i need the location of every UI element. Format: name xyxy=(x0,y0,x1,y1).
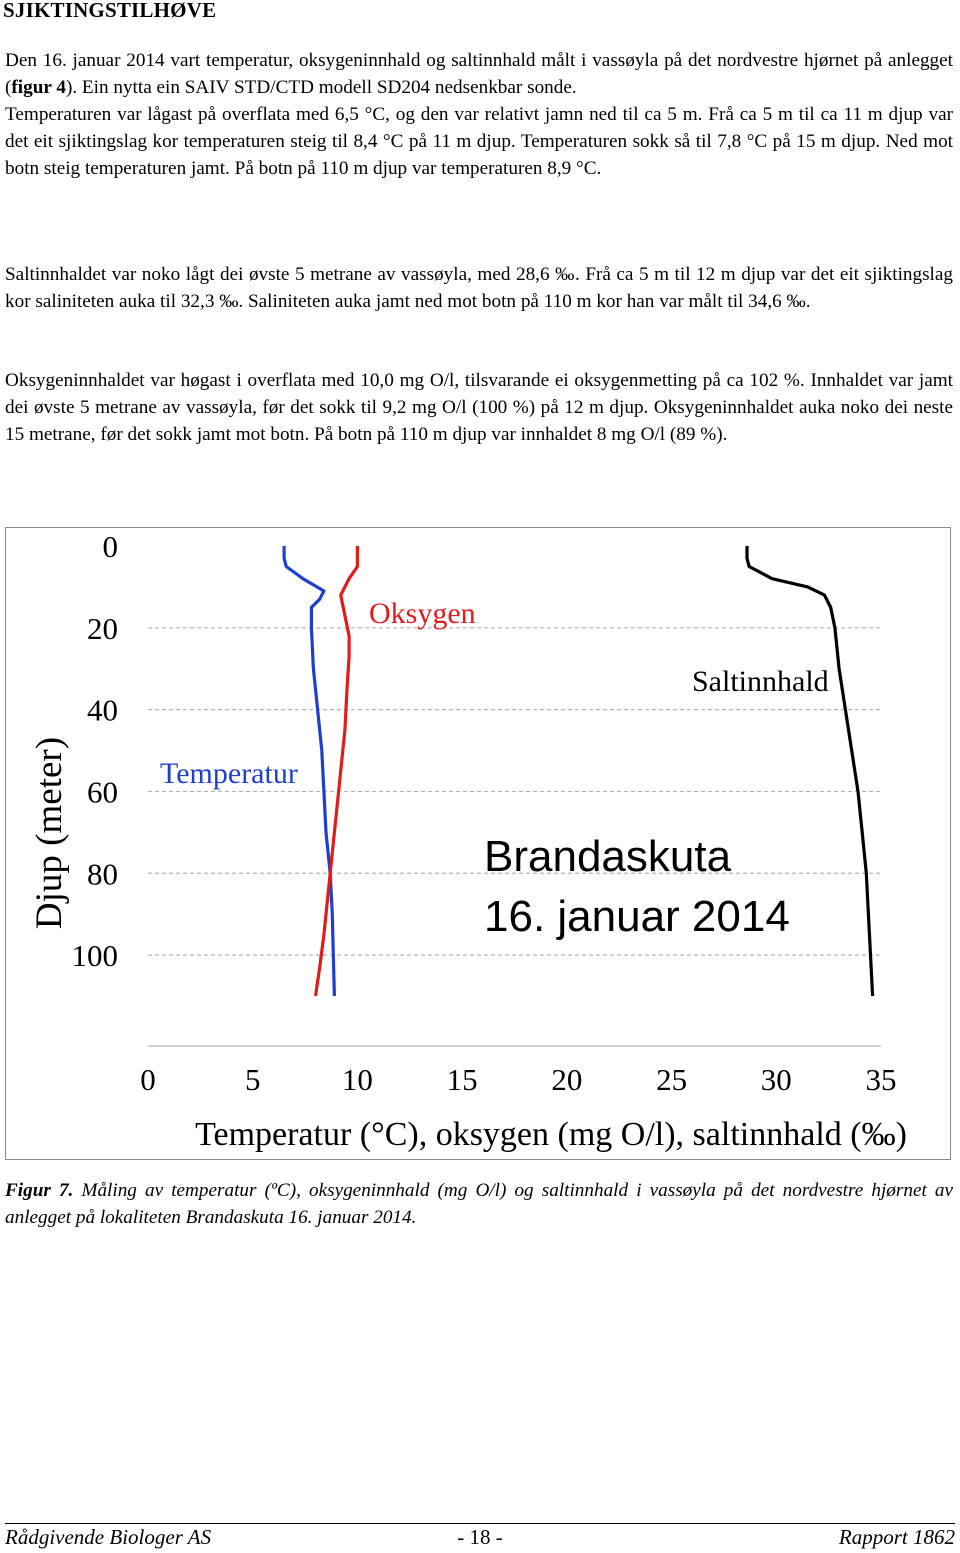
x-tick-label: 20 xyxy=(551,1062,583,1097)
figure-caption xyxy=(5,1177,953,1231)
footer-report: Rapport 1862 xyxy=(838,1525,955,1549)
x-tick-label: 10 xyxy=(341,1062,373,1097)
y-tick-label: 80 xyxy=(87,856,118,892)
y-tick-label: 40 xyxy=(87,692,118,728)
chart-subtitle: 16. januar 2014 xyxy=(484,892,790,941)
x-tick-label: 15 xyxy=(446,1062,478,1097)
y-tick-label: 60 xyxy=(87,774,118,810)
y-tick-label: 0 xyxy=(102,529,118,564)
chart-svg xyxy=(6,528,950,1159)
paragraph-text: ). Ein nytta ein SAIV STD/CTD modell SD204 nedsenkbar sonde. xyxy=(65,77,577,98)
x-tick-label: 0 xyxy=(140,1062,156,1097)
paragraph-temperature: Temperaturen var lågast på overflata med 6,5 °C, og den var relativt jamn ned til ca 5 m. Frå ca 5 m til ca 11 m djup var det eit sjiktingslag kor temperaturen steig til 8,4 °C på 11 m djup. Temperaturen sokk så til 7,8 °C på 15 m djup. Ned mot botn steig temperaturen jamt. På botn på 110 m djup var temperaturen 8,9 °C. xyxy=(5,104,953,179)
x-tick-label: 30 xyxy=(760,1062,792,1097)
x-tick-label: 5 xyxy=(244,1062,261,1097)
y-tick-label: 20 xyxy=(87,610,118,646)
x-tick-label: 35 xyxy=(865,1062,897,1097)
figure-reference: figur 4 xyxy=(11,77,66,98)
footer-rule xyxy=(5,1523,955,1524)
caption-label: Figur 7. xyxy=(5,1180,74,1201)
paragraph-salinity: Saltinnhaldet var noko lågt dei øvste 5 metrane av vassøyla, med 28,6 ‰. Frå ca 5 m til 12 m djup var det eit sjiktingslag kor saliniteten auka til 32,3 ‰. Saliniteten auka jamt ned mot botn på 110 m kor han var målt til 34,6 ‰. xyxy=(5,264,953,312)
caption-text: Måling av temperatur (ºC), oksygeninnhald (mg O/l) og saltinnhald i vassøyla på det nordvestre hjørnet av anlegget på lokaliteten Brandaskuta 16. januar 2014. xyxy=(5,1180,953,1228)
y-tick-label: 100 xyxy=(71,938,118,974)
x-axis-label: Temperatur (°C), oksygen (mg O/l), saltinnhald (‰) xyxy=(195,1116,907,1153)
depth-profile-chart xyxy=(5,527,951,1160)
y-axis-label: Djup (meter) xyxy=(29,736,70,930)
chart-title: Brandaskuta xyxy=(484,832,732,881)
paragraph-measurement xyxy=(5,47,953,101)
section-heading: SJIKTINGSTILHØVE xyxy=(3,0,217,22)
paragraph-oxygen: Oksygeninnhaldet var høgast i overflata med 10,0 mg O/l, tilsvarande ei oksygenmetting på ca 102 %. Innhaldet var jamt dei øvste 5 metrane av vassøyla, før det sokk til 9,2 mg O/l (100 %) på 12 m djup. Oksygeninnhaldet auka noko dei neste 15 metrane, før det sokk jamt mot botn. På botn på 110 m djup var innhaldet 8 mg O/l (89 %). xyxy=(5,370,953,445)
footer-company: Rådgivende Biologer AS xyxy=(5,1525,212,1549)
series-label-oksygen: Oksygen xyxy=(369,597,476,630)
series-label-temperatur: Temperatur xyxy=(160,757,298,790)
x-tick-label: 25 xyxy=(656,1062,688,1097)
series-label-saltinnhald: Saltinnhald xyxy=(692,665,829,698)
footer-page-number: - 18 - xyxy=(457,1525,503,1549)
paragraph-text: Den 16. januar 2014 vart temperatur, oksygeninnhald og saltinnhald målt i vassøyla på det nordvestre hjørnet på anlegget ( xyxy=(5,50,953,98)
